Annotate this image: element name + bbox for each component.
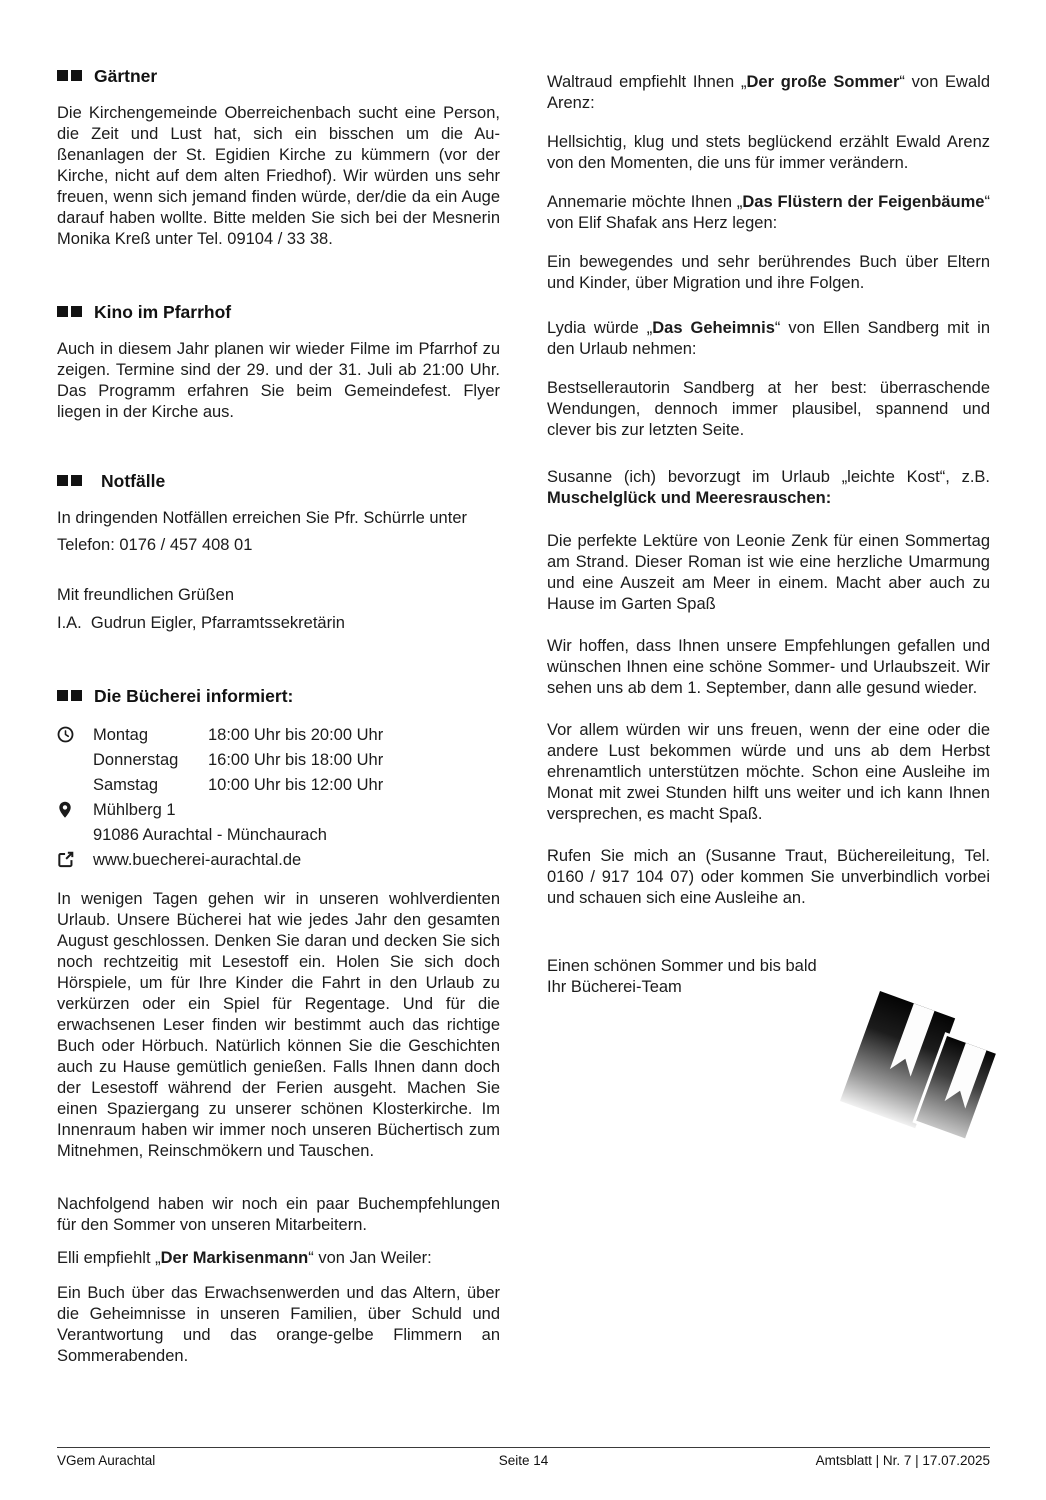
- book-title: Der Markisenmann: [160, 1249, 309, 1267]
- rec-pre: Susanne (ich) bevorzugt im Urlaub „leichte Kost“, z.B.: [547, 468, 990, 486]
- footer-publisher: VGem Aurachtal: [57, 1453, 156, 1468]
- icon-spacer: [57, 823, 93, 826]
- recommendation-waltraud-body: Hellsichtig, klug und stets beglückend erzählt Ewald Arenz von den Momenten, die uns für immer verändern.: [547, 133, 990, 172]
- double-square-bullet-icon: [57, 685, 85, 706]
- schedule-day: Montag: [93, 726, 149, 744]
- library-info-block: [57, 723, 500, 873]
- books-illustration: [830, 975, 1000, 1150]
- rec-pre: Waltraud empfiehlt Ihnen „: [547, 73, 747, 91]
- footer-page-number: Seite 14: [498, 1453, 549, 1468]
- hope-paragraph: Wir hoffen, dass Ihnen unsere Empfehlungen gefallen und wünschen Ihnen eine schöne Sommer- und Urlaubszeit. Wir sehen uns ab dem 1. September, dann alle gesund wieder.: [547, 637, 990, 697]
- website-row: [57, 848, 500, 873]
- rec-post: “ von Ellen Sandberg mit in den Urlaub nehmen:: [547, 319, 991, 358]
- icon-spacer: [57, 773, 93, 776]
- recommendations-intro: Nachfolgend haben wir noch ein paar Buchempfehlungen für den Sommer von unseren Mitarbeitern.: [57, 1195, 500, 1234]
- heading-text: Die Bücherei informiert:: [94, 686, 294, 706]
- section-heading-buecherei: [57, 686, 500, 707]
- heading-text: Kino im Pfarrhof: [94, 302, 232, 322]
- recommendation-annemarie: [547, 192, 990, 234]
- recommendation-susanne-body: Die perfekte Lektüre von Leonie Zenk für einen Sommertag am Strand. Dieser Roman ist wie eine herzliche Umarmung und eine Auszeit am Meer in einem. Macht aber auch zu Hause im Garten Spaß: [547, 532, 990, 613]
- closing-signature: I.A. Gudrun Eigler, Pfarramtssekretärin: [57, 614, 345, 632]
- rec-post: “ von Jan Weiler:: [308, 1249, 432, 1267]
- notfaelle-paragraph: In dringenden Notfällen erreichen Sie Pfr. Schürrle unter: [57, 509, 467, 527]
- schedule-row: [57, 748, 500, 773]
- external-link-icon: [57, 848, 93, 868]
- clock-icon: [57, 723, 93, 743]
- address-row: [57, 798, 500, 823]
- book-title: Der große Sommer: [746, 73, 900, 91]
- recommendation-lydia-body: Bestsellerautorin Sandberg at her best: überraschende Wendungen, dennoch immer plausibel, spannend und clever bis zur letzten Seite.: [547, 379, 990, 439]
- schedule-day: Donnerstag: [93, 751, 179, 769]
- recommendation-elli: [57, 1248, 500, 1269]
- kino-paragraph: Auch in diesem Jahr planen wir wieder Filme im Pfarrhof zu zeigen. Termine sind der 29. und der 31. Juli ab 21:00 Uhr. Das Programm erfahren Sie beim Gemeindefest. Flyer liegen in der Kirche aus.: [57, 340, 500, 421]
- book-title: Das Geheimnis: [652, 319, 775, 337]
- rec-post: “ von Elif Shafak ans Herz legen:: [547, 193, 990, 232]
- section-heading-kino: [57, 302, 500, 323]
- left-column: [57, 66, 500, 1367]
- recommendation-waltraud: [547, 72, 990, 114]
- book-title: Das Flüstern der Feigenbäume: [742, 193, 985, 211]
- recommendation-elli-body: Ein Buch über das Erwachsenwerden und das Altern, über die Geheimnisse in unseren Familien, über Schuld und Verantwortung und das orange-gelbe Flimmern an Sommerabenden.: [57, 1284, 500, 1365]
- signoff-line1: Einen schönen Sommer und bis bald: [547, 957, 817, 975]
- address-line2: 91086 Aurachtal - Münchaurach: [93, 826, 327, 844]
- recommendation-annemarie-body: Ein bewegendes und sehr berührendes Buch über Eltern und Kinder, über Migration und ihre Folgen.: [547, 253, 990, 292]
- heading-text: Gärtner: [94, 66, 158, 86]
- website-link[interactable]: www.buecherei-aurachtal.de: [93, 851, 302, 869]
- volunteer-paragraph: Vor allem würden wir uns freuen, wenn der eine oder die andere Lust bekommen würde und uns ab dem Herbst ehrenamtlich unterstützen möchte. Schon eine Ausleihe im Monat mit zwei Stunden hilft uns weiter und ich kann Ihnen versprechen, es macht Spaß.: [547, 721, 990, 823]
- double-square-bullet-icon: [57, 65, 85, 86]
- double-square-bullet-icon: [57, 470, 85, 491]
- double-square-bullet-icon: [57, 301, 85, 322]
- right-column: [547, 66, 990, 998]
- rec-post: “ von Ewald Arenz:: [547, 73, 990, 112]
- section-heading-notfaelle: [57, 471, 500, 492]
- recommendation-lydia: [547, 318, 990, 360]
- emergency-phone-line: Telefon: 0176 / 457 408 01: [57, 536, 253, 554]
- icon-spacer: [57, 748, 93, 751]
- rec-pre: Annemarie möchte Ihnen „: [547, 193, 743, 211]
- book-title: Muschelglück und Meeresrauschen:: [547, 489, 832, 507]
- address-row: [57, 823, 500, 848]
- address-line1: Mühlberg 1: [93, 801, 176, 819]
- signoff-line2: Ihr Bücherei-Team: [547, 978, 682, 996]
- section-heading-gaertner: [57, 66, 500, 87]
- schedule-time: 16:00 Uhr bis 18:00 Uhr: [208, 751, 384, 769]
- footer-divider: [57, 1447, 990, 1448]
- location-pin-icon: [57, 798, 93, 819]
- footer-issue-info: Amtsblatt | Nr. 7 | 17.07.2025: [815, 1453, 990, 1468]
- recommendation-susanne: [547, 467, 990, 509]
- schedule-day: Samstag: [93, 776, 159, 794]
- gaertner-paragraph: Die Kirchengemeinde Oberreichenbach sucht eine Person, die Zeit und Lust hat, sich ein bisschen um die Außenanlagen der St. Egidien Kirche zu kümmern (vor der Kirche, nicht auf dem alten Friedhof). Wir würden uns sehr freuen, wenn sich jemand finden würde, der/die da ein Auge darauf haben wollte. Bitte melden Sie sich bei der Mesnerin Monika Kreß unter Tel. 09104 / 33 38.: [57, 104, 500, 248]
- schedule-row: [57, 773, 500, 798]
- call-me-paragraph: Rufen Sie mich an (Susanne Traut, Büchereileitung, Tel. 0160 / 917 104 07) oder kommen Sie unverbindlich vorbei und schauen sich eine Ausleihe an.: [547, 847, 990, 907]
- closing-greeting: Mit freundlichen Grüßen: [57, 586, 234, 604]
- schedule-time: 10:00 Uhr bis 12:00 Uhr: [208, 776, 384, 794]
- schedule-time: 18:00 Uhr bis 20:00 Uhr: [208, 726, 384, 744]
- schedule-row: [57, 723, 500, 748]
- heading-text: Notfälle: [101, 471, 166, 491]
- rec-pre: Lydia würde „: [547, 319, 653, 337]
- rec-pre: Elli empfiehlt „: [57, 1249, 161, 1267]
- library-vacation-paragraph: In wenigen Tagen gehen wir in unseren wohlverdienten Urlaub. Unsere Bücherei hat wie jedes Jahr den gesamten August geschlossen. Denken Sie daran und decken Sie sich noch rechtzeitig mit Lesestoff ein. Holen Sie sich doch Hörspiele, um für Ihre Kinder die Fahrt in den Urlaub zu verkürzen oder ein Spiel für Regentage. Und für die erwachsenen Leser finden wir bestimmt auch das richtige Buch oder Hörbuch. Natürlich können Sie die Geschichten auch zu Hause gemütlich genießen. Falls Ihnen dann doch der Lesestoff während der Ferien ausgeht. Machen Sie einen Spaziergang zu unserer schönen Klosterkirche. Im Innenraum haben wir immer noch unseren Büchertisch zum Mitnehmen, Reinschmökern und Tauschen.: [57, 890, 500, 1160]
